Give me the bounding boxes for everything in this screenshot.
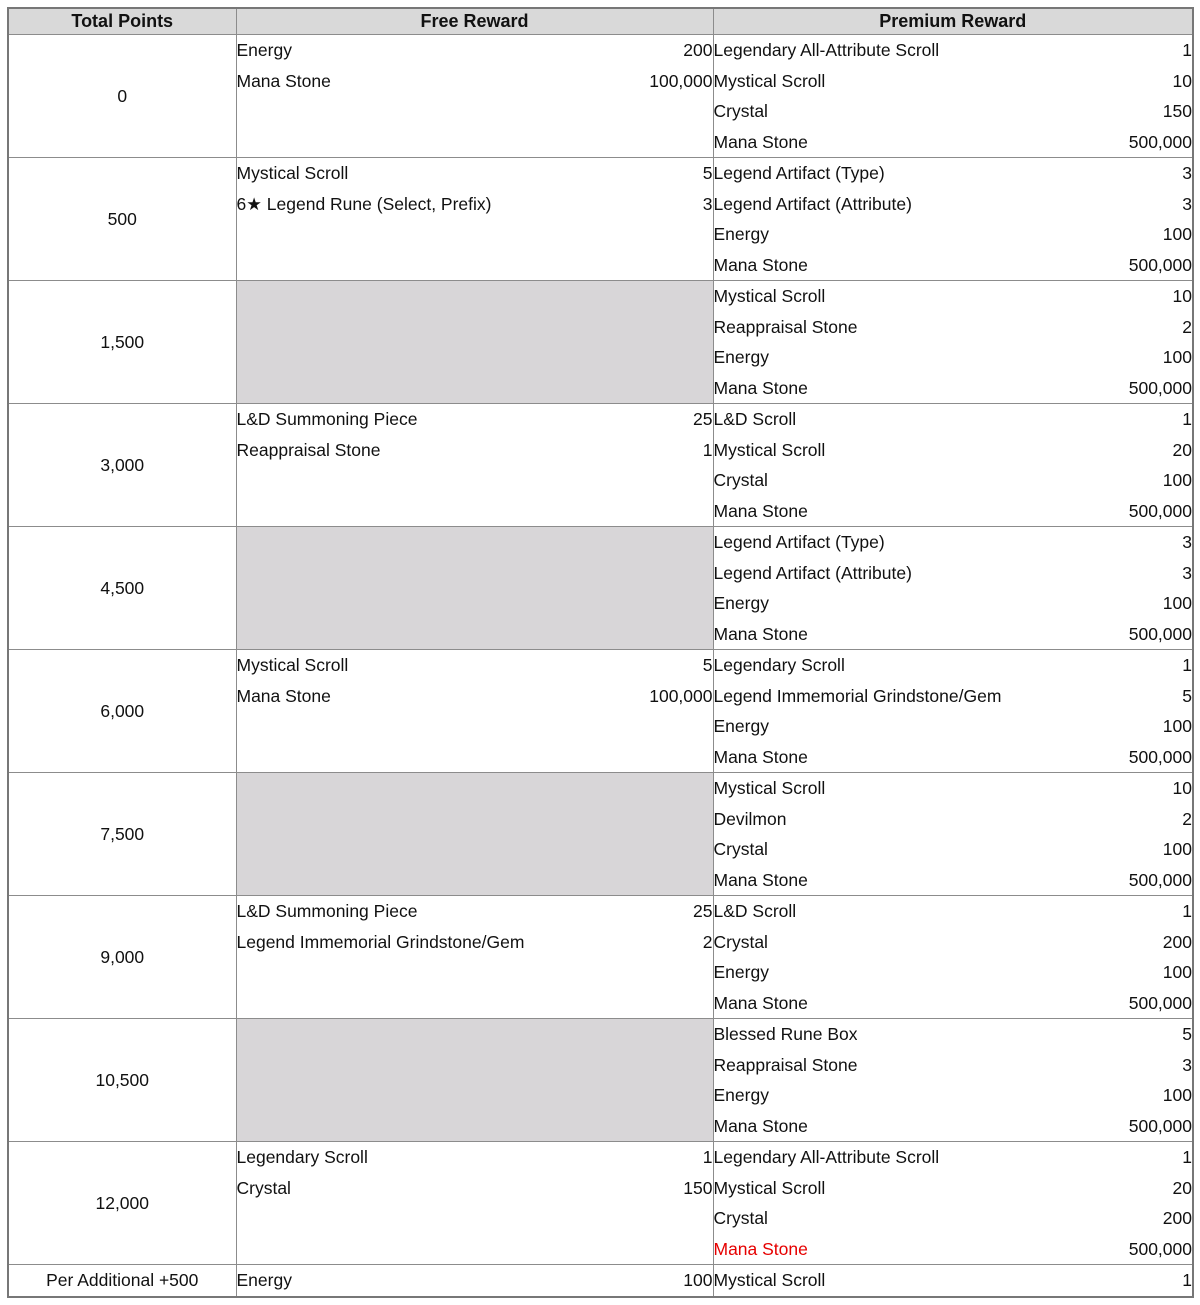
reward-item-name: Crystal (236, 1177, 291, 1198)
reward-item-name: Energy (713, 224, 769, 244)
reward-item-name: Mana Stone (713, 992, 808, 1013)
reward-item-name: Legendary Scroll (713, 655, 845, 675)
reward-item-qty: 1 (1182, 40, 1192, 60)
reward-item-qty: 500,000 (1128, 623, 1192, 644)
reward-item-qty: 1 (1182, 409, 1192, 429)
reward-item (237, 650, 713, 681)
reward-item-qty: 500,000 (1128, 746, 1192, 767)
reward-item-name: L&D Summoning Piece (236, 901, 418, 921)
reward-item-qty: 100 (1162, 716, 1192, 736)
reward-item-name: Reappraisal Stone (236, 439, 381, 460)
reward-item-qty: 100 (683, 1270, 713, 1290)
reward-item-name: Mana Stone (713, 746, 808, 767)
reward-item (714, 158, 1193, 189)
reward-item-name: Mana Stone (713, 131, 808, 152)
reward-item-qty: 20 (1172, 1177, 1192, 1198)
reward-item-name: L&D Scroll (713, 901, 797, 921)
reward-item-name: 6★ Legend Rune (Select, Prefix) (236, 193, 492, 214)
reward-item-qty: 500,000 (1128, 254, 1192, 275)
reward-item (714, 834, 1193, 865)
reward-item-qty: 500,000 (1128, 992, 1192, 1013)
reward-item-qty: 3 (1182, 562, 1192, 583)
reward-item-name: Legend Artifact (Type) (713, 532, 885, 552)
table-row (8, 158, 1193, 281)
column-header-premium-reward: Premium Reward (713, 8, 1193, 35)
free-reward-cell (236, 896, 713, 1019)
reward-item (714, 588, 1193, 619)
reward-item (714, 711, 1193, 742)
reward-item-name: Mana Stone (713, 869, 808, 890)
reward-item-qty: 200 (1162, 931, 1192, 952)
reward-item (714, 1050, 1193, 1081)
reward-item (714, 373, 1193, 404)
reward-item-name: Blessed Rune Box (713, 1024, 858, 1044)
reward-item-name: Mana Stone (713, 377, 808, 398)
reward-item-name: Legend Immemorial Grindstone/Gem (236, 931, 525, 952)
reward-item-name: Mana Stone (236, 70, 331, 91)
reward-item-name: Mana Stone (713, 1238, 808, 1259)
table-row (8, 1142, 1193, 1265)
reward-item (714, 1203, 1193, 1234)
total-points-cell: 9,000 (8, 896, 236, 1019)
table-row (8, 404, 1193, 527)
reward-item (714, 865, 1193, 896)
free-reward-cell (236, 1265, 713, 1297)
reward-item (714, 250, 1193, 281)
reward-item (714, 1080, 1193, 1111)
reward-item-name: Energy (236, 40, 292, 60)
reward-item-name: Legendary Scroll (236, 1147, 368, 1167)
reward-item-qty: 100 (1162, 1085, 1192, 1105)
total-points-cell: Per Additional +500 (8, 1265, 236, 1297)
reward-item-qty: 1 (1182, 1270, 1192, 1290)
reward-item-qty: 10 (1172, 286, 1192, 306)
reward-item (714, 189, 1193, 220)
free-reward-cell (236, 158, 713, 281)
reward-item (714, 1173, 1193, 1204)
reward-item-qty: 3 (702, 193, 713, 214)
reward-item (714, 1142, 1193, 1173)
reward-item (237, 927, 713, 958)
premium-reward-cell (713, 527, 1193, 650)
reward-item (237, 1173, 713, 1204)
reward-item-name: Mana Stone (713, 623, 808, 644)
premium-reward-cell (713, 1265, 1193, 1297)
table-row (8, 773, 1193, 896)
premium-reward-cell (713, 896, 1193, 1019)
reward-item-name: Mana Stone (713, 254, 808, 275)
reward-item-qty: 500,000 (1128, 1238, 1192, 1259)
reward-item-name: Legend Immemorial Grindstone/Gem (713, 685, 1002, 706)
reward-item (237, 404, 713, 435)
reward-item (714, 281, 1193, 312)
reward-item (237, 189, 713, 220)
premium-reward-cell (713, 281, 1193, 404)
reward-item (714, 404, 1193, 435)
reward-item-qty: 100 (1162, 839, 1192, 859)
reward-item (714, 435, 1193, 466)
premium-reward-cell (713, 1019, 1193, 1142)
reward-item-name: Energy (713, 716, 769, 736)
table-row (8, 650, 1193, 773)
reward-item (714, 558, 1193, 589)
table-row (8, 1265, 1193, 1297)
total-points-cell: 4,500 (8, 527, 236, 650)
reward-item-qty: 5 (1182, 685, 1192, 706)
reward-item-qty: 1 (702, 1147, 713, 1167)
reward-item-qty: 100 (1162, 470, 1192, 490)
rewards-table-body (8, 35, 1193, 1297)
reward-item-qty: 500,000 (1128, 377, 1192, 398)
reward-item-name: Mystical Scroll (713, 1270, 826, 1290)
premium-reward-cell (713, 404, 1193, 527)
reward-item-qty: 1 (1182, 901, 1192, 921)
reward-item-qty: 150 (683, 1177, 713, 1198)
reward-item-name: Mana Stone (236, 685, 331, 706)
reward-item-name: Energy (713, 1085, 769, 1105)
total-points-cell: 6,000 (8, 650, 236, 773)
total-points-cell: 7,500 (8, 773, 236, 896)
reward-item-name: Energy (713, 347, 769, 367)
reward-item-name: Crystal (713, 931, 768, 952)
reward-item-name: Crystal (713, 839, 768, 859)
reward-item-name: Mystical Scroll (713, 286, 826, 306)
reward-item-name: Mystical Scroll (713, 439, 826, 460)
reward-item (714, 127, 1193, 158)
reward-item (714, 465, 1193, 496)
total-points-cell: 3,000 (8, 404, 236, 527)
premium-reward-cell (713, 158, 1193, 281)
reward-item-name: Energy (236, 1270, 292, 1290)
reward-item-qty: 5 (702, 163, 713, 183)
reward-item-name: L&D Summoning Piece (236, 409, 418, 429)
reward-item-qty: 100,000 (649, 70, 713, 91)
reward-item-name: Mystical Scroll (713, 778, 826, 798)
reward-item-name: Reappraisal Stone (713, 1054, 858, 1075)
reward-item-name: Mana Stone (713, 1115, 808, 1136)
reward-item-qty: 2 (702, 931, 713, 952)
reward-item-qty: 500,000 (1128, 131, 1192, 152)
total-points-cell: 10,500 (8, 1019, 236, 1142)
free-reward-cell (236, 1142, 713, 1265)
reward-item-name: Crystal (713, 470, 768, 490)
free-reward-cell (236, 527, 713, 650)
reward-item-qty: 100,000 (649, 685, 713, 706)
reward-item-name: Mana Stone (713, 500, 808, 521)
reward-item-qty: 150 (1162, 101, 1192, 121)
reward-item (237, 35, 713, 66)
reward-item-qty: 500,000 (1128, 500, 1192, 521)
reward-item (714, 96, 1193, 127)
reward-item (714, 1111, 1193, 1142)
reward-item (714, 988, 1193, 1019)
reward-item-qty: 10 (1172, 778, 1192, 798)
reward-item-name: Mystical Scroll (236, 655, 349, 675)
reward-item (237, 681, 713, 712)
reward-item-qty: 1 (1182, 655, 1192, 675)
premium-reward-cell (713, 1142, 1193, 1265)
total-points-cell: 1,500 (8, 281, 236, 404)
free-reward-cell (236, 281, 713, 404)
total-points-cell: 500 (8, 158, 236, 281)
reward-item (237, 158, 713, 189)
free-reward-cell (236, 650, 713, 773)
reward-item-qty: 3 (1182, 532, 1192, 552)
reward-item (714, 312, 1193, 343)
reward-item-qty: 2 (1182, 316, 1192, 337)
reward-item (714, 527, 1193, 558)
total-points-cell: 0 (8, 35, 236, 158)
reward-item-qty: 100 (1162, 962, 1192, 982)
reward-item (714, 773, 1193, 804)
reward-item (714, 681, 1193, 712)
rewards-table-header (8, 8, 1193, 35)
reward-item (714, 742, 1193, 773)
reward-item-qty: 20 (1172, 439, 1192, 460)
premium-reward-cell (713, 773, 1193, 896)
reward-item (714, 35, 1193, 66)
reward-item-name: Legend Artifact (Attribute) (713, 562, 912, 583)
table-row (8, 35, 1193, 158)
reward-item (714, 496, 1193, 527)
reward-item (714, 927, 1193, 958)
free-reward-cell (236, 404, 713, 527)
free-reward-cell (236, 773, 713, 896)
reward-item-qty: 1 (702, 439, 713, 460)
reward-item-qty: 3 (1182, 1054, 1192, 1075)
reward-item (714, 342, 1193, 373)
reward-item-qty: 5 (1182, 1024, 1192, 1044)
reward-item-qty: 25 (693, 409, 713, 429)
reward-item-qty: 100 (1162, 224, 1192, 244)
table-row (8, 896, 1193, 1019)
reward-item-name: Legend Artifact (Type) (713, 163, 885, 183)
reward-item-qty: 3 (1182, 163, 1192, 183)
reward-item-qty: 3 (1182, 193, 1192, 214)
reward-item (714, 219, 1193, 250)
premium-reward-cell (713, 35, 1193, 158)
reward-item (714, 957, 1193, 988)
column-header-free-reward: Free Reward (236, 8, 713, 35)
reward-item-qty: 25 (693, 901, 713, 921)
column-header-total-points: Total Points (8, 8, 236, 35)
reward-item-qty: 200 (1162, 1208, 1192, 1228)
table-row (8, 1019, 1193, 1142)
reward-item-qty: 10 (1172, 70, 1192, 91)
table-row (8, 281, 1193, 404)
reward-item-name: Legendary All-Attribute Scroll (713, 40, 940, 60)
rewards-table (7, 7, 1194, 1298)
reward-item-name: Energy (713, 962, 769, 982)
reward-item-qty: 100 (1162, 593, 1192, 613)
reward-item-name: Mystical Scroll (713, 70, 826, 91)
reward-item-qty: 500,000 (1128, 869, 1192, 890)
reward-item-name: Legend Artifact (Attribute) (713, 193, 912, 214)
reward-item (237, 896, 713, 927)
reward-item-name: Crystal (713, 101, 768, 121)
premium-reward-cell (713, 650, 1193, 773)
reward-item-name: Legendary All-Attribute Scroll (713, 1147, 940, 1167)
reward-item-qty: 1 (1182, 1147, 1192, 1167)
reward-item (714, 1234, 1193, 1265)
reward-item (714, 1019, 1193, 1050)
reward-item-name: Mystical Scroll (713, 1177, 826, 1198)
free-reward-cell (236, 1019, 713, 1142)
reward-item-qty: 200 (683, 40, 713, 60)
reward-item-name: Energy (713, 593, 769, 613)
table-row (8, 527, 1193, 650)
reward-item (237, 66, 713, 97)
reward-item-qty: 5 (702, 655, 713, 675)
reward-item-qty: 100 (1162, 347, 1192, 367)
reward-item-qty: 2 (1182, 808, 1192, 829)
total-points-cell: 12,000 (8, 1142, 236, 1265)
reward-item (714, 619, 1193, 650)
free-reward-cell (236, 35, 713, 158)
reward-item (714, 896, 1193, 927)
reward-item (714, 804, 1193, 835)
reward-item (714, 66, 1193, 97)
reward-item-name: Crystal (713, 1208, 768, 1228)
reward-item-qty: 500,000 (1128, 1115, 1192, 1136)
reward-item-name: Reappraisal Stone (713, 316, 858, 337)
reward-item-name: Devilmon (713, 808, 787, 829)
reward-item (714, 650, 1193, 681)
reward-item (237, 435, 713, 466)
reward-item-name: Mystical Scroll (236, 163, 349, 183)
reward-item (237, 1142, 713, 1173)
reward-item-name: L&D Scroll (713, 409, 797, 429)
